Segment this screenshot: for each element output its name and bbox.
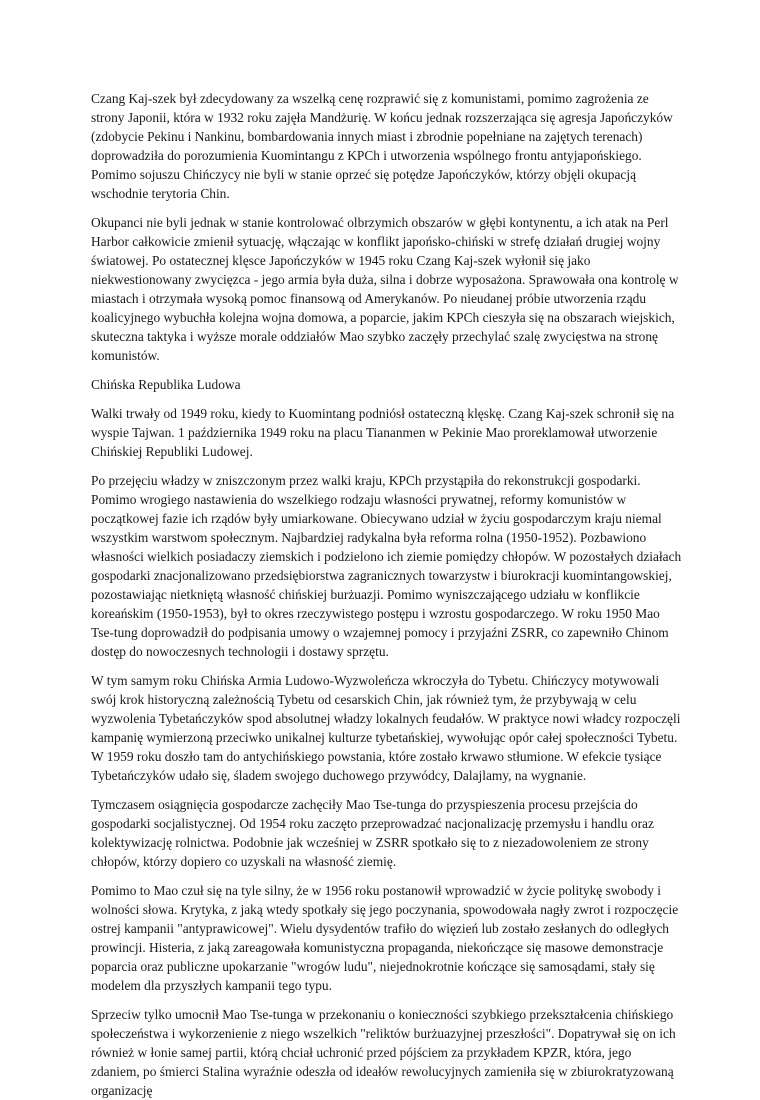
section-heading: Chińska Republika Ludowa (91, 377, 241, 392)
paragraph-2: Okupanci nie byli jednak w stanie kontrolować olbrzymich obszarów w głębi kontynentu, a ich atak na Perl Harbor całkowicie zmienił sytuację, włączając w konflikt japońsko-chiński w strefę działań drugiej wojny światowej. Po ostatecznej klęsce Japończyków w 1945 roku Czang Kaj-szek wyłonił się jako niekwestionowany zwycięzca - jego armia była duża, silna i dobrze wyposażona. Sprawowała ona kontrolę w miastach i otrzymała wysoką pomoc finansową od Amerykanów. Po nieudanej próbie utworzenia rządu koalicyjnego wybuchła kolejna wojna domowa, a poparcie, jakim KPCh cieszyła się na obszarach wiejskich, skuteczna taktyka i wyższe morale oddziałów Mao szybko zaczęły przechylać szalę zwycięstwa na stronę komunistów. (91, 215, 679, 363)
paragraph-4: Po przejęciu władzy w zniszczonym przez walki kraju, KPCh przystąpiła do rekonstrukcji gospodarki. Pomimo wrogiego nastawienia do wszelkiego rodzaju własności prywatnej, reformy komunistów w początkowej fazie ich rządów były umiarkowane. Obiecywano udział w życiu gospodarczym kraju niemal wszystkim warstwom społecznym. Najbardziej radykalna była reforma rolna (1950-1952). Pozbawiono własności wielkich posiadaczy ziemskich i podzielono ich ziemie pomiędzy chłopów. W pozostałych działach gospodarki znacjonalizowano przedsiębiorstwa zagranicznych towarzystw i biurokracji kuomintangowskiej, pozostawiając nietkniętą własność chińskiej burżuazji. Pomimo wyniszczającego udziału w konflikcie koreańskim (1950-1953), był to okres rzeczywistego postępu i wzrostu gospodarczego. W roku 1950 Mao Tse-tung doprowadził do podpisania umowy o wzajemnej pomocy i przyjaźni ZSRR, co zapewniło Chinom dostęp do nowoczesnych technologii i dostawy sprzętu. (91, 473, 682, 659)
paragraph-3: Walki trwały od 1949 roku, kiedy to Kuomintang podniósł ostateczną klęskę. Czang Kaj-szek schronił się na wyspie Tajwan. 1 października 1949 roku na placu Tiananmen w Pekinie Mao proreklamował utworzenie Chińskiej Republiki Ludowej. (91, 406, 675, 459)
paragraph-5: W tym samym roku Chińska Armia Ludowo-Wyzwoleńcza wkroczyła do Tybetu. Chińczycy motywowali swój krok historyczną zależnością Tybetu od cesarskich Chin, jak również tym, że przybywają w celu wyzwolenia Tybetańczyków spod absolutnej władzy lokalnych feudałów. W praktyce nowi władcy rozpoczęli kampanię wymierzoną przeciwko unikalnej kulturze tybetańskiej, wywołując opór całej społeczności Tybetu. W 1959 roku doszło tam do antychińskiego powstania, które zostało krwawo stłumione. W efekcie tysiące Tybetańczyków udało się, śladem swojego duchowego przywódcy, Dalajlamy, na wygnanie. (91, 673, 681, 783)
paragraph-6: Tymczasem osiągnięcia gospodarcze zachęciły Mao Tse-tunga do przyspieszenia procesu przejścia do gospodarki socjalistycznej. Od 1954 roku zaczęto przeprowadzać nacjonalizację przemysłu i handlu oraz kolektywizację rolnictwa. Podobnie jak wcześniej w ZSRR spotkało się to z niezadowoleniem ze strony chłopów, którzy dopiero co uzyskali na własność ziemię. (91, 797, 654, 869)
paragraph-7: Pomimo to Mao czuł się na tyle silny, że w 1956 roku postanowił wprowadzić w życie politykę swobody i wolności słowa. Krytyka, z jaką wtedy spotkały się jego poczynania, spowodowała nagły zwrot i rozpoczęcie ostrej kampanii "antyprawicowej". Wielu dysydentów trafiło do więzień lub zostało zesłanych do odległych prowincji. Histeria, z jaką zareagowała komunistyczna propaganda, niekończące się masowe demonstracje poparcia oraz publiczne upokarzanie "wrogów ludu", niejednokrotnie kończące się samosądami, stały się modelem dla przyszłych kampanii tego typu. (91, 883, 679, 993)
paragraph-1: Czang Kaj-szek był zdecydowany za wszelką cenę rozprawić się z komunistami, pomimo zagrożenia ze strony Japonii, która w 1932 roku zajęła Mandżurię. W końcu jednak rozszerzająca się agresja Japończyków (zdobycie Pekinu i Nankinu, bombardowania innych miast i zbrodnie popełniane na zajętych terenach) doprowadziła do porozumienia Kuomintangu z KPCh i utworzenia wspólnego frontu antyjapońskiego. Pomimo sojuszu Chińczycy nie byli w stanie oprzeć się potędze Japończyków, którzy objęli okupacją wschodnie terytoria Chin. (91, 91, 673, 201)
paragraph-8: Sprzeciw tylko umocnił Mao Tse-tunga w przekonaniu o konieczności szybkiego przekształcenia chińskiego społeczeństwa i wykorzenienie z niego wszelkich "reliktów burżuazyjnej przeszłości". Dopatrywał się on ich również w łonie samej partii, którą chciał uchronić przed pójściem za przykładem KPZR, która, jego zdaniem, po śmierci Stalina wyraźnie odeszła od ideałów rewolucyjnych zamieniła się w zbiurokratyzowaną organizację (91, 1007, 676, 1098)
